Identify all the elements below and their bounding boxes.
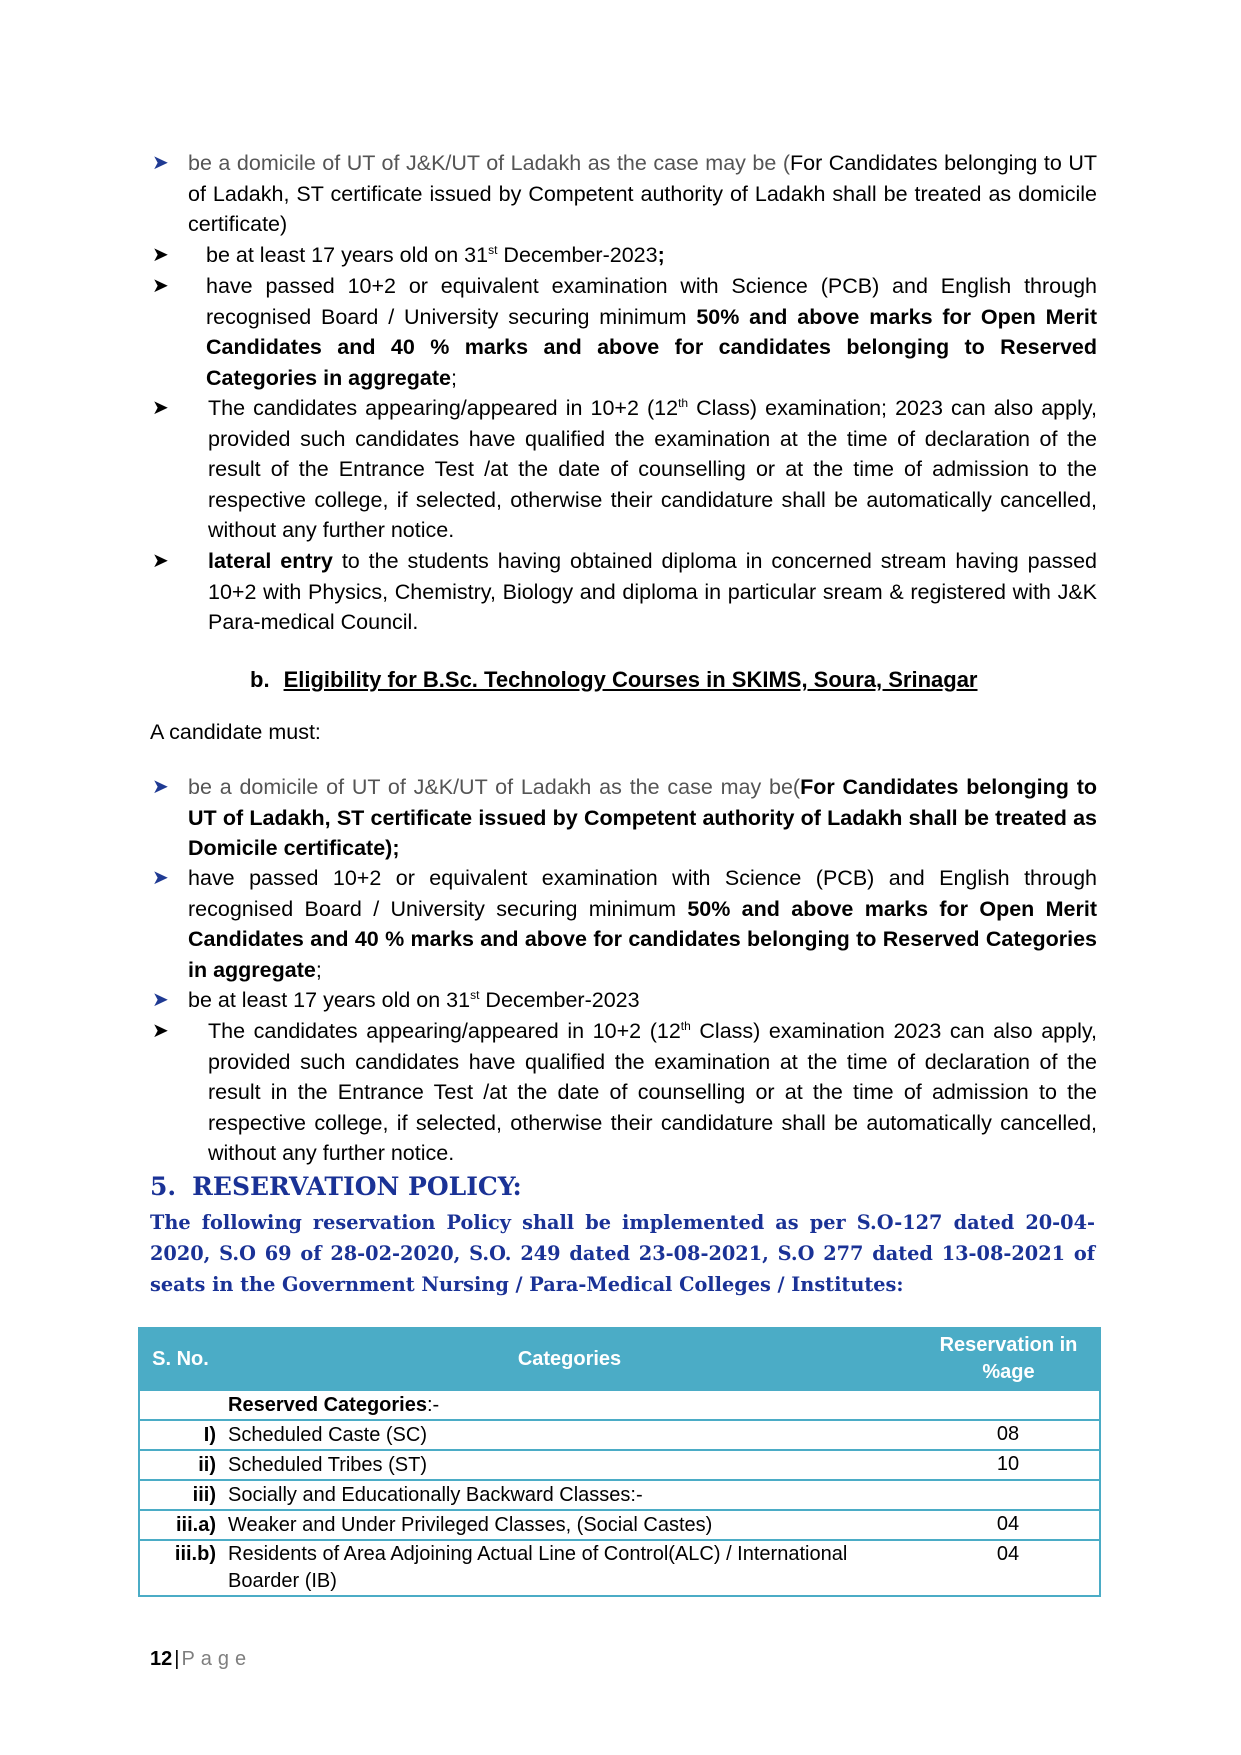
cell-pct [917, 1480, 1100, 1510]
arrow-bullet-icon: ➤ [152, 152, 169, 174]
bullet-text: have passed 10+2 or equivalent examination with Science (PCB) and English through recognised Board / University securing minimum [188, 866, 1097, 921]
section-number: 5. [150, 1172, 177, 1201]
subsection-title: Eligibility for B.Sc. Technology Courses in SKIMS, Soura, Srinagar [283, 667, 978, 692]
page-label: Page [181, 1648, 253, 1670]
cell-sno: iii.a) [139, 1510, 222, 1540]
section-title: RESERVATION POLICY: [192, 1172, 522, 1201]
cell-category: Weaker and Under Privileged Classes, (Social Castes) [222, 1510, 917, 1540]
bullet-domicile-b [152, 772, 1097, 864]
bullet-appearing-a [152, 393, 1097, 546]
arrow-bullet-icon: ➤ [152, 776, 169, 798]
cell-sno: iii) [139, 1480, 222, 1510]
bullet-text: have passed 10+2 or equivalent examination with Science (PCB) and English through recognised Board / University securing minimum [206, 274, 1097, 329]
cell-pct: 08 [917, 1420, 1100, 1450]
subsection-label: b. [250, 667, 270, 692]
bullet-text: December-2023 [497, 243, 658, 267]
arrow-bullet-icon: ➤ [152, 275, 169, 297]
bullet-passed-a [152, 271, 1097, 393]
section-intro: The following reservation Policy shall be implemented as per S.O-127 dated 20-04-2020, S.O 69 of 28-02-2020, S.O. 249 dated 23-08-2021, S.O 277 dated 13-08-2021 of seats in the Government Nursing / Para-Medical Colleges / Institutes: [150, 1211, 1095, 1296]
arrow-bullet-icon: ➤ [152, 244, 169, 266]
subsection-heading [250, 667, 978, 693]
bullet-text: ; [315, 957, 322, 982]
cell-pct: 04 [917, 1540, 1100, 1596]
page-footer [150, 1648, 252, 1671]
bullet-domicile-a [152, 148, 1097, 240]
table-row [139, 1480, 1100, 1510]
bullet-text-bold: For Candidates belonging to UT of Ladakh, ST certificate issued by Competent authority of Ladakh shall be treated as Domicile certificate); [188, 775, 1097, 860]
bullet-appearing-b [152, 1016, 1097, 1169]
bullet-text-bold: lateral entry [208, 549, 333, 573]
bullet-text: For Candidates belonging to UT of Ladakh, ST certificate issued by Competent authority of Ladakh shall be treated as domicile certificate) [188, 151, 1097, 236]
bullet-text: The candidates appearing/appeared in 10+2 (12 [208, 1019, 681, 1043]
arrow-bullet-icon: ➤ [152, 989, 169, 1011]
bullet-text: December-2023 [479, 988, 640, 1012]
table-header-row [139, 1328, 1100, 1390]
footer-separator: | [174, 1648, 180, 1670]
table-row [139, 1510, 1100, 1540]
header-categories: Categories [222, 1328, 917, 1390]
bullet-age-b [152, 985, 1097, 1016]
bullet-text: Class) examination; 2023 can also apply, provided such candidates have qualified the examination at the time of declaration of the result of the Entrance Test /at the date of counselling or at the time of admission to the respective college, if selected, otherwise their candidature shall be automatically cancelled, without any further notice. [208, 396, 1097, 542]
bullet-text-grey: be a domicile of UT of J&K/UT of Ladakh as the case may be( [188, 775, 801, 799]
table-cell [139, 1390, 222, 1420]
bullet-text: The candidates appearing/appeared in 10+2 (12 [208, 396, 679, 420]
superscript: st [488, 242, 498, 257]
superscript: th [680, 1018, 691, 1033]
table-row [139, 1540, 1100, 1596]
bullet-passed-b [152, 863, 1097, 985]
bullet-text: Class) examination 2023 can also apply, provided such candidates have qualified the examination at the time of declaration of the result in the Entrance Test /at the date of counselling or at the time of admission to the respective college, if selected, otherwise their candidature shall be automatically cancelled, without any further notice. [208, 1019, 1097, 1165]
table-cell [917, 1390, 1100, 1420]
table-row [139, 1450, 1100, 1480]
table-row-group [139, 1390, 1100, 1420]
bullet-text: be at least 17 years old on 31 [206, 243, 489, 267]
arrow-bullet-icon: ➤ [152, 550, 169, 572]
arrow-bullet-icon: ➤ [152, 397, 169, 419]
group-label: Reserved Categories [228, 1393, 427, 1416]
cell-category: Scheduled Caste (SC) [222, 1420, 917, 1450]
cell-sno: iii.b) [139, 1540, 222, 1596]
cell-pct: 10 [917, 1450, 1100, 1480]
cell-pct: 04 [917, 1510, 1100, 1540]
group-suffix: :- [426, 1393, 440, 1416]
bullet-text-bold: 50% and above marks for Open Merit Candidates and 40 % marks and above for candidates belonging to Reserved Categories in aggregate [206, 304, 1097, 390]
cell-category: Scheduled Tribes (ST) [222, 1450, 917, 1480]
header-sno: S. No. [139, 1328, 222, 1390]
superscript: th [678, 395, 689, 410]
cell-category: Residents of Area Adjoining Actual Line of Control(ALC) / International Boarder (IB) [222, 1540, 917, 1596]
table-cell-group [222, 1390, 917, 1420]
bullet-text-bold: ; [657, 243, 665, 267]
bullet-age-a [152, 240, 1097, 271]
superscript: st [470, 987, 480, 1002]
candidate-must-text: A candidate must: [150, 720, 321, 744]
table-row [139, 1420, 1100, 1450]
cell-category: Socially and Educationally Backward Classes:- [222, 1480, 917, 1510]
bullet-text: ; [450, 365, 457, 390]
reservation-table [138, 1327, 1101, 1597]
arrow-bullet-icon: ➤ [152, 867, 169, 889]
bullet-text-grey: be a domicile of UT of J&K/UT of Ladakh as the case may be ( [188, 151, 791, 175]
bullet-lateral-entry [152, 546, 1097, 638]
section-heading [150, 1172, 522, 1201]
bullet-text: be at least 17 years old on 31 [188, 988, 471, 1012]
cell-sno: ii) [139, 1450, 222, 1480]
bullet-text-bold: 50% and above marks for Open Merit Candidates and 40 % marks and above for candidates belonging to Reserved Categories in aggregate [188, 896, 1097, 982]
bullet-text: to the students having obtained diploma in concerned stream having passed 10+2 with Physics, Chemistry, Biology and diploma in particular sream & registered with J&K Para-medical Council. [208, 549, 1097, 634]
cell-sno: I) [139, 1420, 222, 1450]
page-number: 12 [150, 1648, 173, 1670]
arrow-bullet-icon: ➤ [152, 1020, 169, 1042]
header-reservation: Reservation in %age [917, 1328, 1100, 1390]
